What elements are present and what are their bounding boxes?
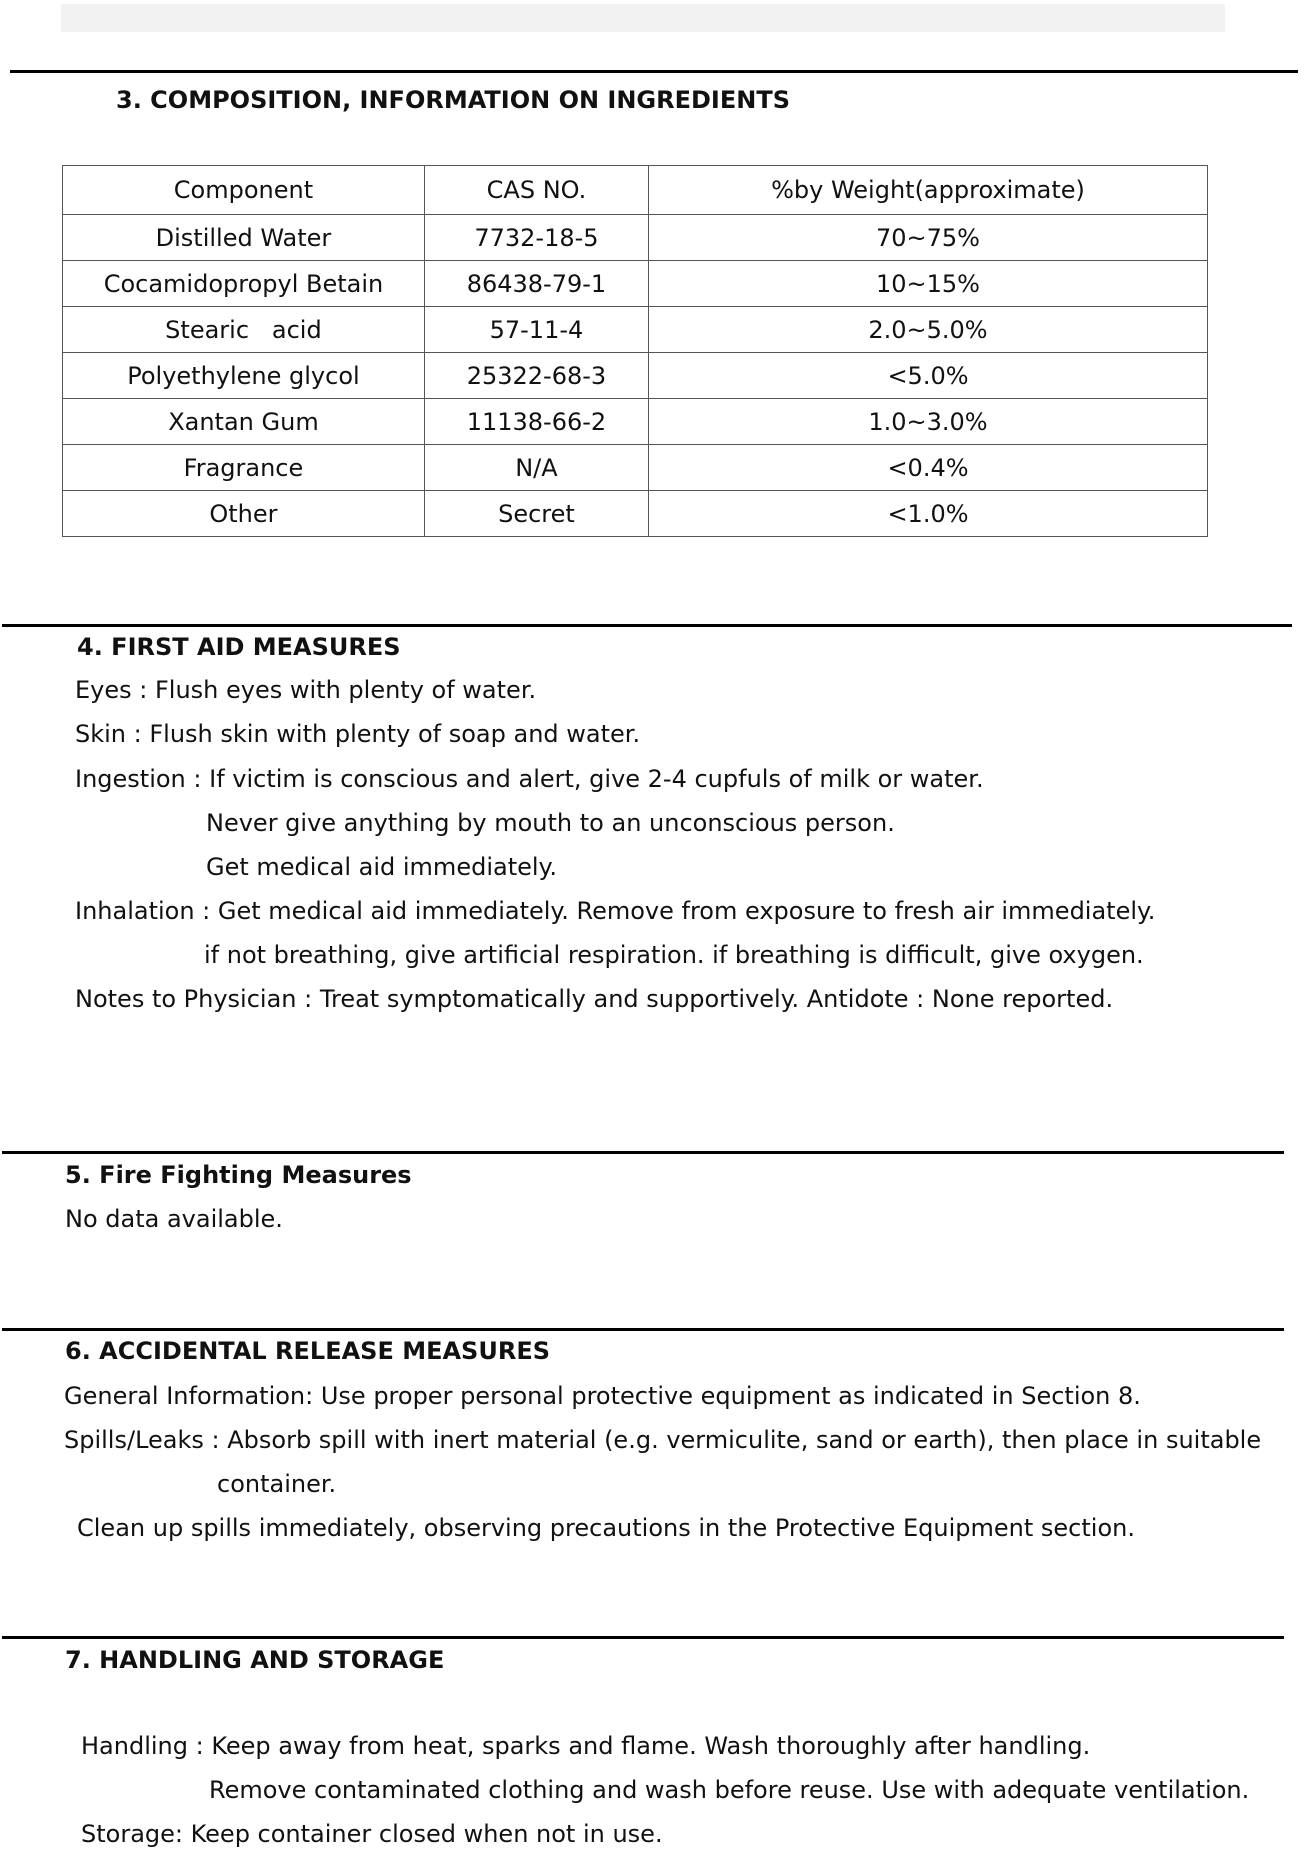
cell-component: Other xyxy=(63,491,425,537)
handling-text: Handling : Keep away from heat, sparks and flame. Wash thoroughly after handling. xyxy=(81,1732,1091,1760)
cell-cas: 7732-18-5 xyxy=(424,215,648,261)
handling-text-cont: Remove contaminated clothing and wash before reuse. Use with adequate ventilation. xyxy=(209,1776,1250,1804)
header-weight: %by Weight(approximate) xyxy=(648,166,1207,215)
table-row xyxy=(63,491,1208,537)
section-5-title: 5. Fire Fighting Measures xyxy=(65,1161,412,1189)
cell-component: Stearic acid xyxy=(63,307,425,353)
table-row xyxy=(63,215,1208,261)
header-cas-no: CAS NO. xyxy=(424,166,648,215)
cell-weight: <5.0% xyxy=(648,353,1207,399)
cell-weight: 10~15% xyxy=(648,261,1207,307)
section-7-title: 7. HANDLING AND STORAGE xyxy=(65,1646,445,1674)
first-aid-ingestion: Ingestion : If victim is conscious and alert, give 2-4 cupfuls of milk or water. xyxy=(75,765,984,793)
cell-component: Cocamidopropyl Betain xyxy=(63,261,425,307)
table-row xyxy=(63,353,1208,399)
release-spills-cont: container. xyxy=(217,1470,337,1498)
header-component: Component xyxy=(63,166,425,215)
table-header-row xyxy=(63,166,1208,215)
release-cleanup: Clean up spills immediately, observing precautions in the Protective Equipment section. xyxy=(77,1514,1135,1542)
top-band xyxy=(61,4,1225,32)
section-6-rule xyxy=(2,1328,1284,1331)
first-aid-ingestion-cont: Never give anything by mouth to an unconscious person. xyxy=(206,809,895,837)
cell-component: Polyethylene glycol xyxy=(63,353,425,399)
cell-cas: 11138-66-2 xyxy=(424,399,648,445)
first-aid-ingestion-cont: Get medical aid immediately. xyxy=(206,853,557,881)
cell-component: Distilled Water xyxy=(63,215,425,261)
composition-table xyxy=(62,165,1208,537)
section-3-title: 3. COMPOSITION, INFORMATION ON INGREDIENTS xyxy=(116,86,790,114)
section-7-rule xyxy=(2,1636,1284,1639)
table-row xyxy=(63,445,1208,491)
first-aid-inhalation: Inhalation : Get medical aid immediately. Remove from exposure to fresh air immediately. xyxy=(75,897,1156,925)
release-spills: Spills/Leaks : Absorb spill with inert material (e.g. vermiculite, sand or earth), then place in suitable xyxy=(64,1426,1262,1454)
first-aid-eyes: Eyes : Flush eyes with plenty of water. xyxy=(75,676,537,704)
first-aid-notes: Notes to Physician : Treat symptomatically and supportively. Antidote : None reported. xyxy=(75,985,1114,1013)
cell-cas: 25322-68-3 xyxy=(424,353,648,399)
section-6-title: 6. ACCIDENTAL RELEASE MEASURES xyxy=(65,1337,550,1365)
table-row xyxy=(63,261,1208,307)
table-row xyxy=(63,307,1208,353)
cell-weight: <0.4% xyxy=(648,445,1207,491)
fire-fighting-text: No data available. xyxy=(65,1205,283,1233)
cell-component: Xantan Gum xyxy=(63,399,425,445)
cell-weight: 1.0~3.0% xyxy=(648,399,1207,445)
cell-component: Fragrance xyxy=(63,445,425,491)
storage-text: Storage: Keep container closed when not in use. xyxy=(81,1820,663,1848)
cell-weight: <1.0% xyxy=(648,491,1207,537)
cell-cas: Secret xyxy=(424,491,648,537)
section-4-title: 4. FIRST AID MEASURES xyxy=(77,633,401,661)
cell-weight: 2.0~5.0% xyxy=(648,307,1207,353)
cell-cas: 86438-79-1 xyxy=(424,261,648,307)
section-3-rule xyxy=(10,70,1298,73)
table-row xyxy=(63,399,1208,445)
section-4-rule xyxy=(2,624,1292,627)
cell-weight: 70~75% xyxy=(648,215,1207,261)
release-general: General Information: Use proper personal protective equipment as indicated in Section 8. xyxy=(64,1382,1141,1410)
cell-cas: N/A xyxy=(424,445,648,491)
first-aid-inhalation-cont: if not breathing, give artificial respiration. if breathing is difficult, give oxygen. xyxy=(204,941,1144,969)
section-5-rule xyxy=(2,1151,1284,1154)
first-aid-skin: Skin : Flush skin with plenty of soap and water. xyxy=(75,720,641,748)
cell-cas: 57-11-4 xyxy=(424,307,648,353)
